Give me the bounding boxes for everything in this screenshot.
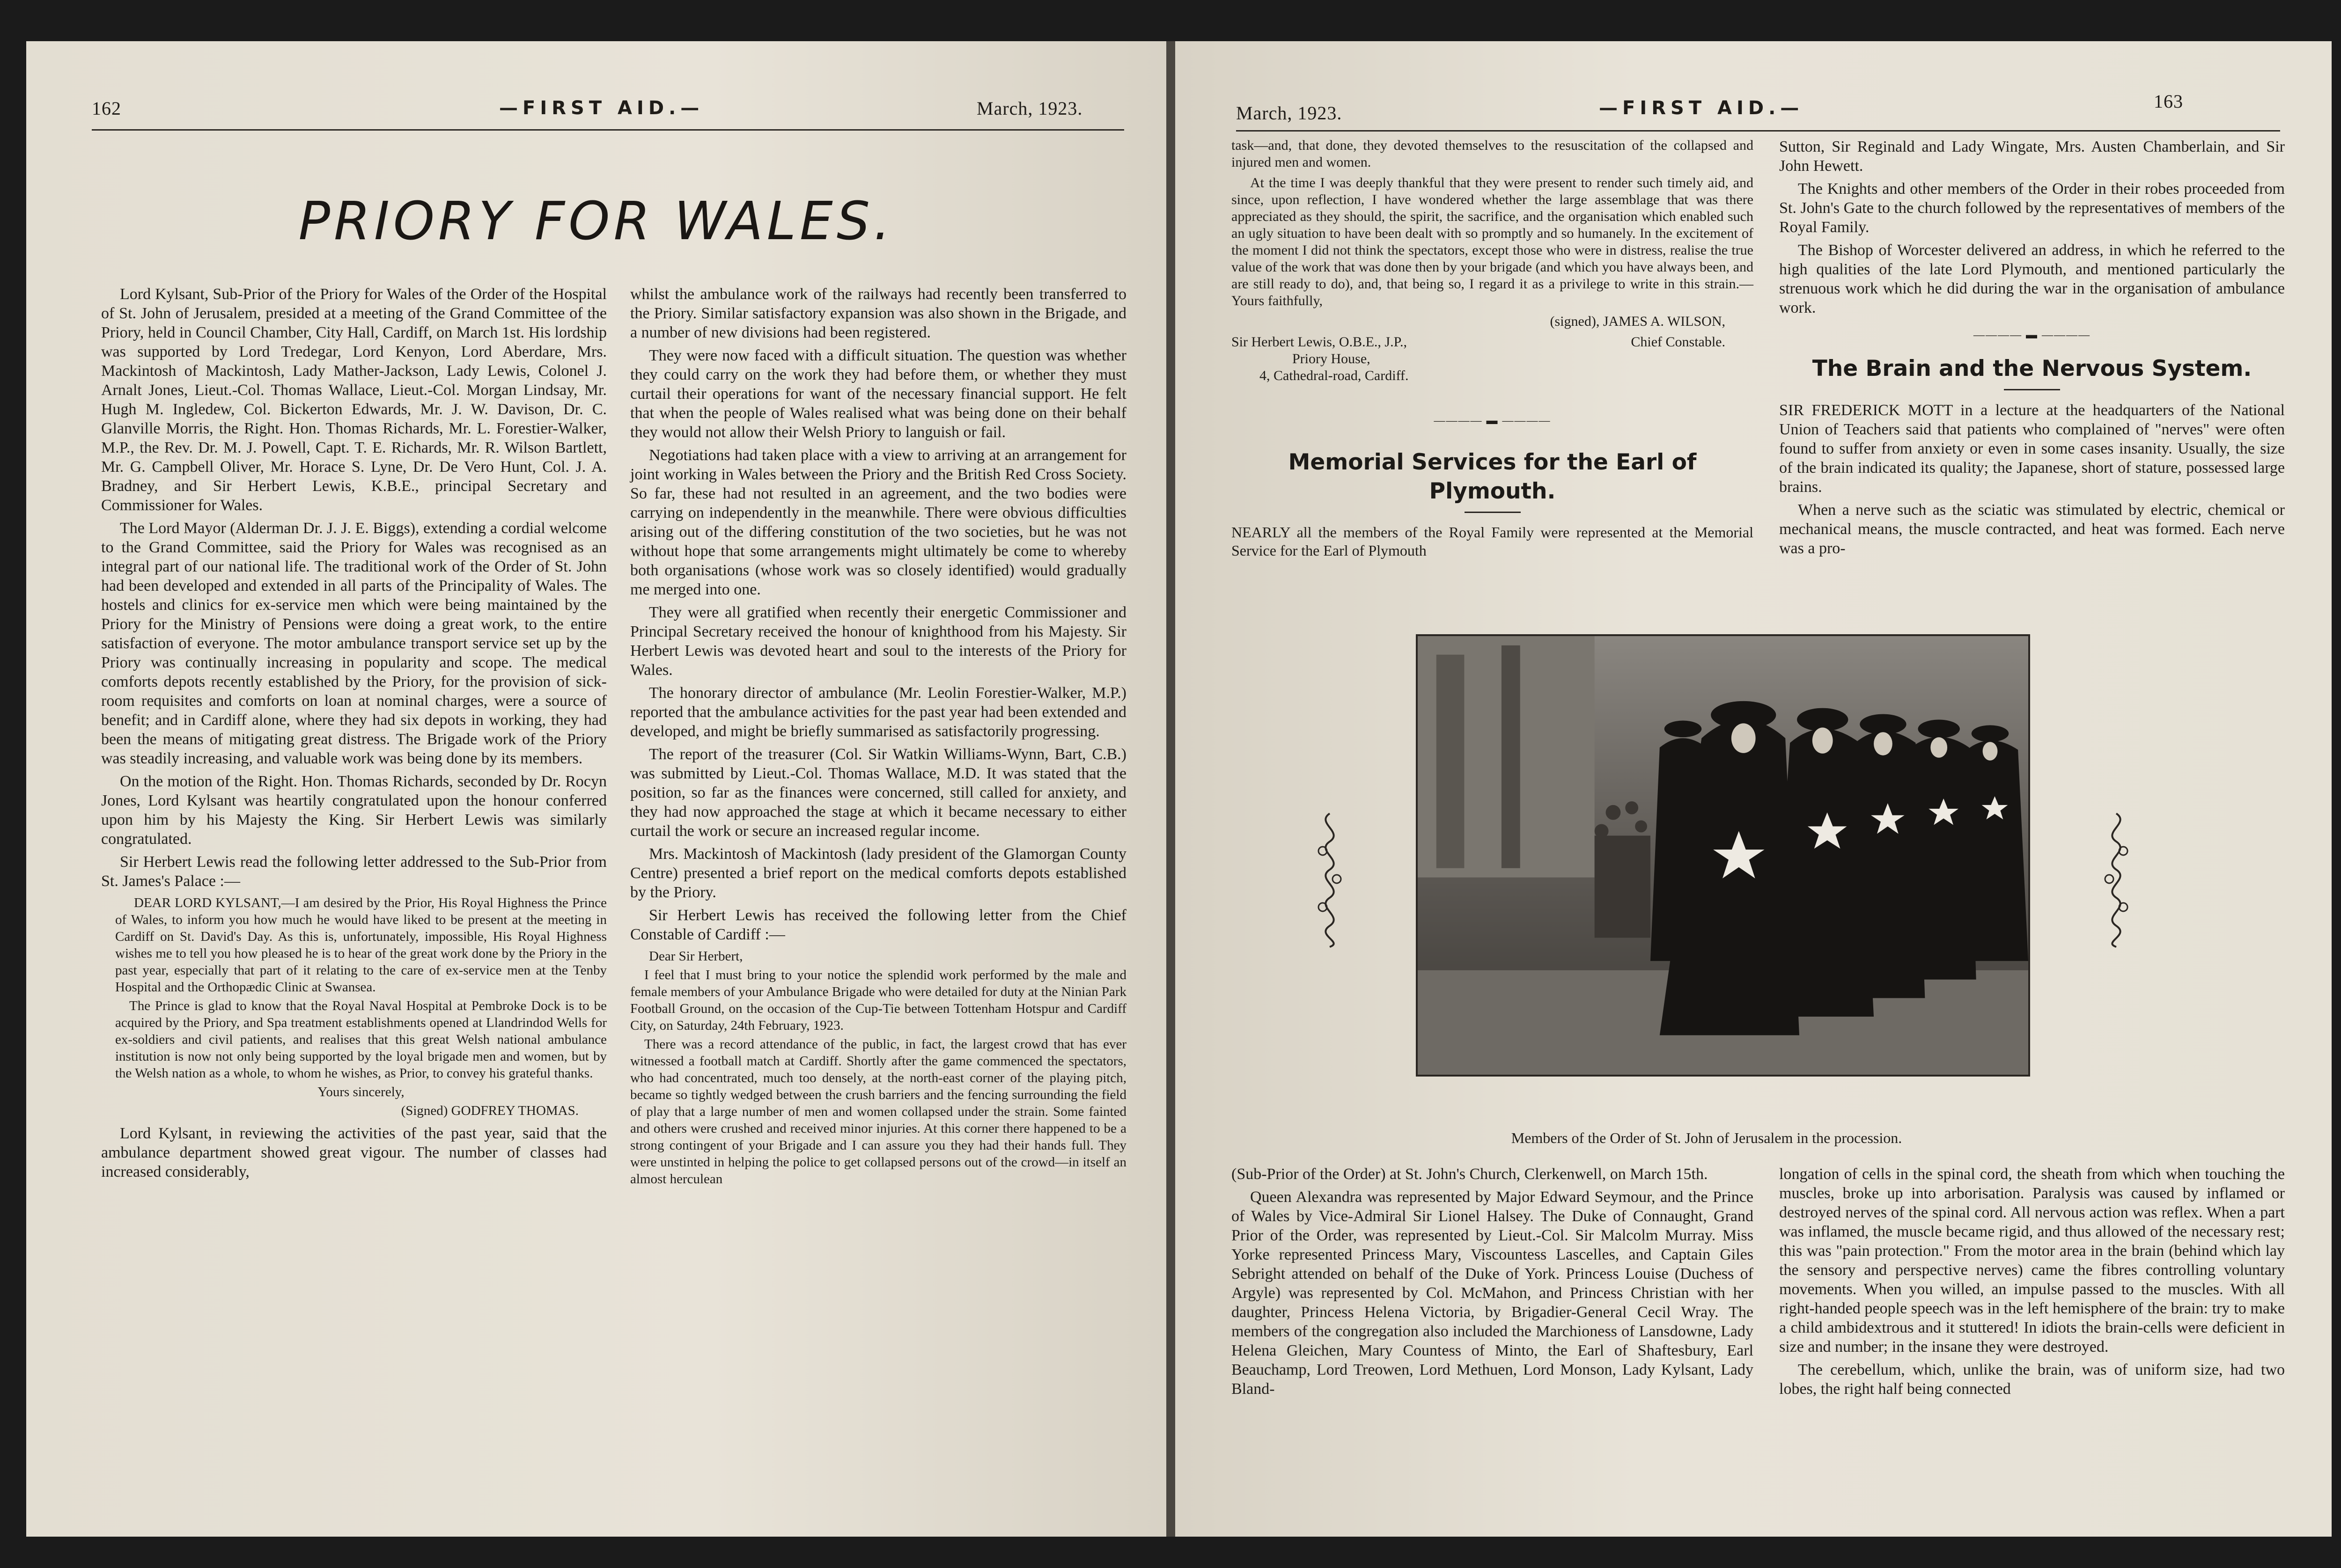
paragraph: Sir Herbert Lewis read the following letter addressed to the Sub-Prior from St. James's Palace :— — [101, 853, 607, 890]
address-line: 4, Cathedral-road, Cardiff. — [1259, 368, 1409, 383]
prior-letter — [115, 894, 607, 1119]
scroll-ornament-icon — [1309, 809, 1351, 949]
section-divider: ———— ▬ ———— — [1434, 415, 1551, 427]
paragraph: When a nerve such as the sciatic was stimulated by electric, chemical or mechanical means, the muscle contracted, and heat was formed. Each nerve was a pro- — [1779, 501, 2285, 557]
paragraph: Sutton, Sir Reginald and Lady Wingate, Mrs. Austen Chamberlain, and Sir John Hewett. — [1779, 138, 2285, 175]
paragraph: NEARLY all the members of the Royal Family were represented at the Memorial Service for the Earl of Plymouth — [1231, 524, 1753, 559]
letter-paragraph: The Prince is glad to know that the Royal Naval Hospital at Pembroke Dock is to be acquired by the Priory, and Spa treatment establishments opened at Llandrindod Wells for ex-soldiers and civil patients, and realises that this great Welsh national ambulance institution is now not only being supported by the loyal brigade men and women, but by the Welsh nation as a whole, to whom he wishes, as Prior, to convey his grateful thanks. — [115, 998, 607, 1081]
chief-constable-letter — [630, 948, 1126, 1187]
paragraph: The Bishop of Worcester delivered an address, in which he referred to the high qualities of the late Lord Plymouth, and mentioned particularly the strenuous work which he did during the war in the organisation of ambulance work. — [1779, 242, 2285, 316]
paragraph: The Knights and other members of the Order in their robes proceeded from St. John's Gate to the church followed by the representatives of members of the Royal Family. — [1779, 180, 2285, 236]
header-rule — [1236, 130, 2280, 132]
paragraph: Sir Herbert Lewis has received the following letter from the Chief Constable of Cardiff :— — [630, 907, 1126, 943]
letter-paragraph: I feel that I must bring to your notice the splendid work performed by the male and female members of your Ambulance Brigade who were detailed for duty at the Ninian Park Football Ground, on the occasion of the Cup-Tie between Tottenham Hotspur and Cardiff City, on Saturday, 24th February, 1923. — [630, 967, 1126, 1033]
paragraph: Lord Kylsant, Sub-Prior of the Priory for Wales of the Order of the Hospital of St. John of Jerusalem, presided at a meeting of the Grand Committee of the Priory, held in Council Chamber, City Hall, Cardiff, on March 1st. His lordship was supported by Lord Tredegar, Lord Kenyon, Lord Aberdare, Mrs. Mackintosh of Mackintosh, Lady Mather-Jackson, Lady Lewis, Colonel J. Arnalt Jones, Lieut.-Col. Thomas Wallace, Lieut.-Col. Morgan Lindsay, Mr. Hugh M. Ingledew, Col. Bickerton Edwards, Mr. J. W. Davison, Dr. C. Glanville Morris, the Right. Hon. Thomas Richards, Mr. L. Forestier-Walker, M.P., the Rev. Dr. M. J. Powell, Capt. T. E. Richards, Mr. R. Wilson Bartlett, Mr. G. Campbell Oliver, Mr. Horace S. Lyne, Dr. De Vero Hunt, Col. J. A. Bradney, and Sir Herbert Lewis, K.B.E., principal Secretary and Commissioner for Wales. — [101, 286, 607, 514]
paragraph: Lord Kylsant, in reviewing the activities of the past year, said that the ambulance department showed great vigour. The number of classes had increased considerably, — [101, 1125, 607, 1180]
letter-signature: (signed), JAMES A. WILSON, — [1550, 314, 1725, 329]
magazine-title: —FIRST AID.— — [499, 97, 704, 119]
paragraph: Mrs. Mackintosh of Mackintosh (lady president of the Glamorgan County Centre) presented a brief report on the medical comforts depots established by the Priory. — [630, 845, 1126, 901]
page-number: 163 — [2154, 91, 2183, 112]
right-column-b-top — [1779, 137, 2285, 562]
book-gutter — [1166, 41, 1175, 1537]
letter-paragraph: At the time I was deeply thankful that they were present to render such timely aid, and since, upon reflection, I have wondered whether the large assemblage that was there appreciated as they should, the spirit, the sacrifice, and the organisation which enabled such an ugly situation to have been dealt with so promptly and so humanely. In the excitement of the moment I did not think the spectators, except those who were in distress, realise the true value of the work that was done then by your brigade (and which you have always been, and are still ready to do), and, that being so, I regard it as a privilege to write in this strain.—Yours faithfully, — [1231, 175, 1753, 308]
paragraph: Queen Alexandra was represented by Major Edward Seymour, and the Prince of Wales by Vice-Admiral Sir Lionel Halsey. The Duke of Connaught, Grand Prior of the Order, was represented by Lieut.-Col. Sir Malcolm Murray. Miss Yorke represented Princess Mary, Viscountess Lascelles, and Captain Giles Sebright attended on behalf of the Duke of York. Princess Louise (Duchess of Argyle) was represented by Col. McMahon, and Princess Christian with her daughter, Princess Helena Victoria, by Brigadier-General Cecil Wray. The members of the congregation also included the Marchioness of Lansdowne, Lady Helena Gleichen, Mary Countess of Minto, the Earl of Shaftesbury, Earl Beauchamp, Lord Treowen, Lord Methuen, Lord Monson, Lady Kylsant, Lady Bland- — [1231, 1188, 1753, 1398]
scroll-ornament-icon — [2095, 809, 2137, 949]
section-heading-brain: The Brain and the Nervous System. — [1812, 356, 2252, 381]
issue-date: March, 1923. — [977, 98, 1083, 119]
paragraph: The honorary director of ambulance (Mr. Leolin Forestier-Walker, M.P.) reported that the ambulance activities for the past year had been extended and developed, and might be briefly summarised as satisfactorily progressing. — [630, 684, 1126, 740]
paragraph: (Sub-Prior of the Order) at St. John's Church, Clerkenwell, on March 15th. — [1231, 1165, 1708, 1183]
letter-salutation: Dear Sir Herbert, — [649, 949, 743, 964]
heading-rule — [1465, 512, 1521, 513]
paragraph: The report of the treasurer (Col. Sir Watkin Williams-Wynn, Bart, C.B.) was submitted by Lieut.-Col. Thomas Wallace, M.D. It was stated that the position, so far as the finances were concerned, still called for anxiety, and they had now approached the stage at which it became necessary to either curtail the work or secure an increased regular income. — [630, 746, 1126, 840]
issue-date: March, 1923. — [1236, 103, 1342, 124]
paragraph: On the motion of the Right. Hon. Thomas Richards, seconded by Dr. Rocyn Jones, Lord Kylsant was heartily congratulated upon the honour conferred upon him by his Majesty the King. Sir Herbert Lewis was similarly congratulated. — [101, 773, 607, 848]
right-column-a-top — [1231, 137, 1753, 564]
letter-paragraph: There was a record attendance of the public, in fact, the largest crowd that has ever witnessed a football match at Cardiff. Shortly after the game commenced the spectators, who had concentrated, much too densely, at the north-east corner of the playing pitch, became so tightly wedged between the crush barriers and the fencing surrounding the field of play that a large number of men and women collapsed under the strain. Some fainted and others were crushed and received minor injuries. At this corner there happened to be a strong contingent of your Brigade and I can assure you they had their hands full. They were unstinted in helping the police to get collapsed persons out of the crowd—in itself an almost herculean — [630, 1037, 1126, 1187]
sender-title: Chief Constable. — [1631, 334, 1725, 350]
left-page — [26, 41, 1166, 1537]
paragraph: The Lord Mayor (Alderman Dr. J. J. E. Biggs), extending a cordial welcome to the Grand Committee, said the Priory for Wales was recognised as an integral part of our national life. The traditional work of the Order of St. John had been developed and extended in all parts of the Principality of Wales. The hostels and clinics for ex-service men which were being maintained by the Priory for the Ministry of Pensions were doing a great work, to the entire satisfaction of everyone. The motor ambulance transport service set up by the Priory was continually increasing in popularity and scope. The medical comforts depots recently established by the Priory, for the provision of sick-room requisites and comforts on loan at nominal charges, were a source of benefit; and in Cardiff alone, where they had six depots in working, they had been the means of mitigating great distress. The Brigade work of the Priory was steadily increasing, and valuable work was being done by its members. — [101, 520, 607, 767]
letter-closing: Yours sincerely, — [317, 1084, 405, 1099]
left-column-2 — [630, 285, 1126, 1189]
address-line — [1231, 334, 1753, 351]
letter-signature: (Signed) GODFREY THOMAS. — [401, 1103, 579, 1118]
article-title: PRIORY FOR WALES. — [298, 191, 894, 252]
paragraph: They were now faced with a difficult situation. The question was whether they could carry on the work they had before them, or whether they must curtail their operations for want of the necessary financial support. He felt that when the people of Wales realised what was being done on their behalf they would not allow their Welsh Priory to languish or fail. — [630, 347, 1126, 441]
photo-caption: Members of the Order of St. John of Jerusalem in the procession. — [1511, 1129, 1902, 1146]
address-line: Priory House, — [1292, 351, 1370, 366]
page-number: 162 — [92, 98, 121, 119]
left-column-1 — [101, 285, 607, 1185]
paragraph: longation of cells in the spinal cord, the sheath from which when touching the muscles, broke up into arborisation. Paralysis was caused by inflamed or destroyed nerves of the spinal cord. All nervous action was reflex. When a part was inflamed, the muscle became rigid, and thus allowed of the necessary rest; this was "pain protection." From the motor area in the brain (behind which lay the sensory and perspective nerves) came the fibres controlling voluntary movements. When you willed, an impulse passed to the muscles. With all right-handed people speech was in the left hemisphere of the brain: try to make a child ambidextrous and it stuttered! In idiots the brain-cells were deficient in size and number; in the insane they were destroyed. — [1779, 1165, 2285, 1356]
paragraph: They were all gratified when recently their energetic Commissioner and Principal Secretary received the honour of knighthood from his Majesty. Sir Herbert Lewis was devoted heart and soul to the interests of the Priory for Wales. — [630, 604, 1126, 679]
recipient-name: Sir Herbert Lewis, O.B.E., J.P., — [1231, 334, 1407, 350]
procession-photo — [1416, 634, 2030, 1077]
section-heading-memorial: Memorial Services for the Earl of Plymouth. — [1288, 449, 1697, 504]
right-column-b-bottom — [1779, 1165, 2285, 1402]
heading-rule — [2004, 389, 2060, 390]
section-divider: ———— ▬ ———— — [1973, 329, 2091, 341]
paragraph: whilst the ambulance work of the railways had recently been transferred to the Priory. Similar satisfactory expansion was also shown in the Brigade, and a number of new divisions had been registered. — [630, 286, 1126, 341]
paragraph: SIR FREDERICK MOTT in a lecture at the headquarters of the National Union of Teachers said that patients who complained of "nerves" were often found to suffer from anxiety or even in some cases insanity. Usually, the size of the brain indicated its quality; the Japanese, short of stature, possessed large brains. — [1779, 402, 2285, 496]
right-column-a-bottom — [1231, 1165, 1753, 1402]
magazine-title: —FIRST AID.— — [1599, 97, 1804, 119]
letter-paragraph: DEAR LORD KYLSANT,—I am desired by the Prior, His Royal Highness the Prince of Wales, to inform you how much he would have liked to be present at the meeting in Cardiff on St. David's Day. As this is, unfortunately, impossible, His Royal Highness wishes me to tell you how pleased he is to hear of the great work done by the Priory in the past year, especially that part of it relating to the care of ex-service men at the Tenby Hospital and the Orthopædic Clinic at Swansea. — [115, 895, 607, 995]
paragraph: The cerebellum, which, unlike the brain, was of uniform size, had two lobes, the right half being connected — [1779, 1361, 2285, 1398]
paragraph: Negotiations had taken place with a view to arriving at an arrangement for joint working in Wales between the Priory and the British Red Cross Society. So far, these had not resulted in an agreement, and the two bodies were carrying on independently in the meanwhile. There were obvious difficulties arising out of the differing constitution of the two societies, but he was not without hope that some arrangements might ultimately be come to whereby both organisations (whose work was so closely identified) would gradually me merged into one. — [630, 447, 1126, 598]
letter-paragraph: task—and, that done, they devoted themselves to the resuscitation of the collapsed and injured men and women. — [1231, 138, 1753, 170]
header-rule — [92, 129, 1124, 131]
